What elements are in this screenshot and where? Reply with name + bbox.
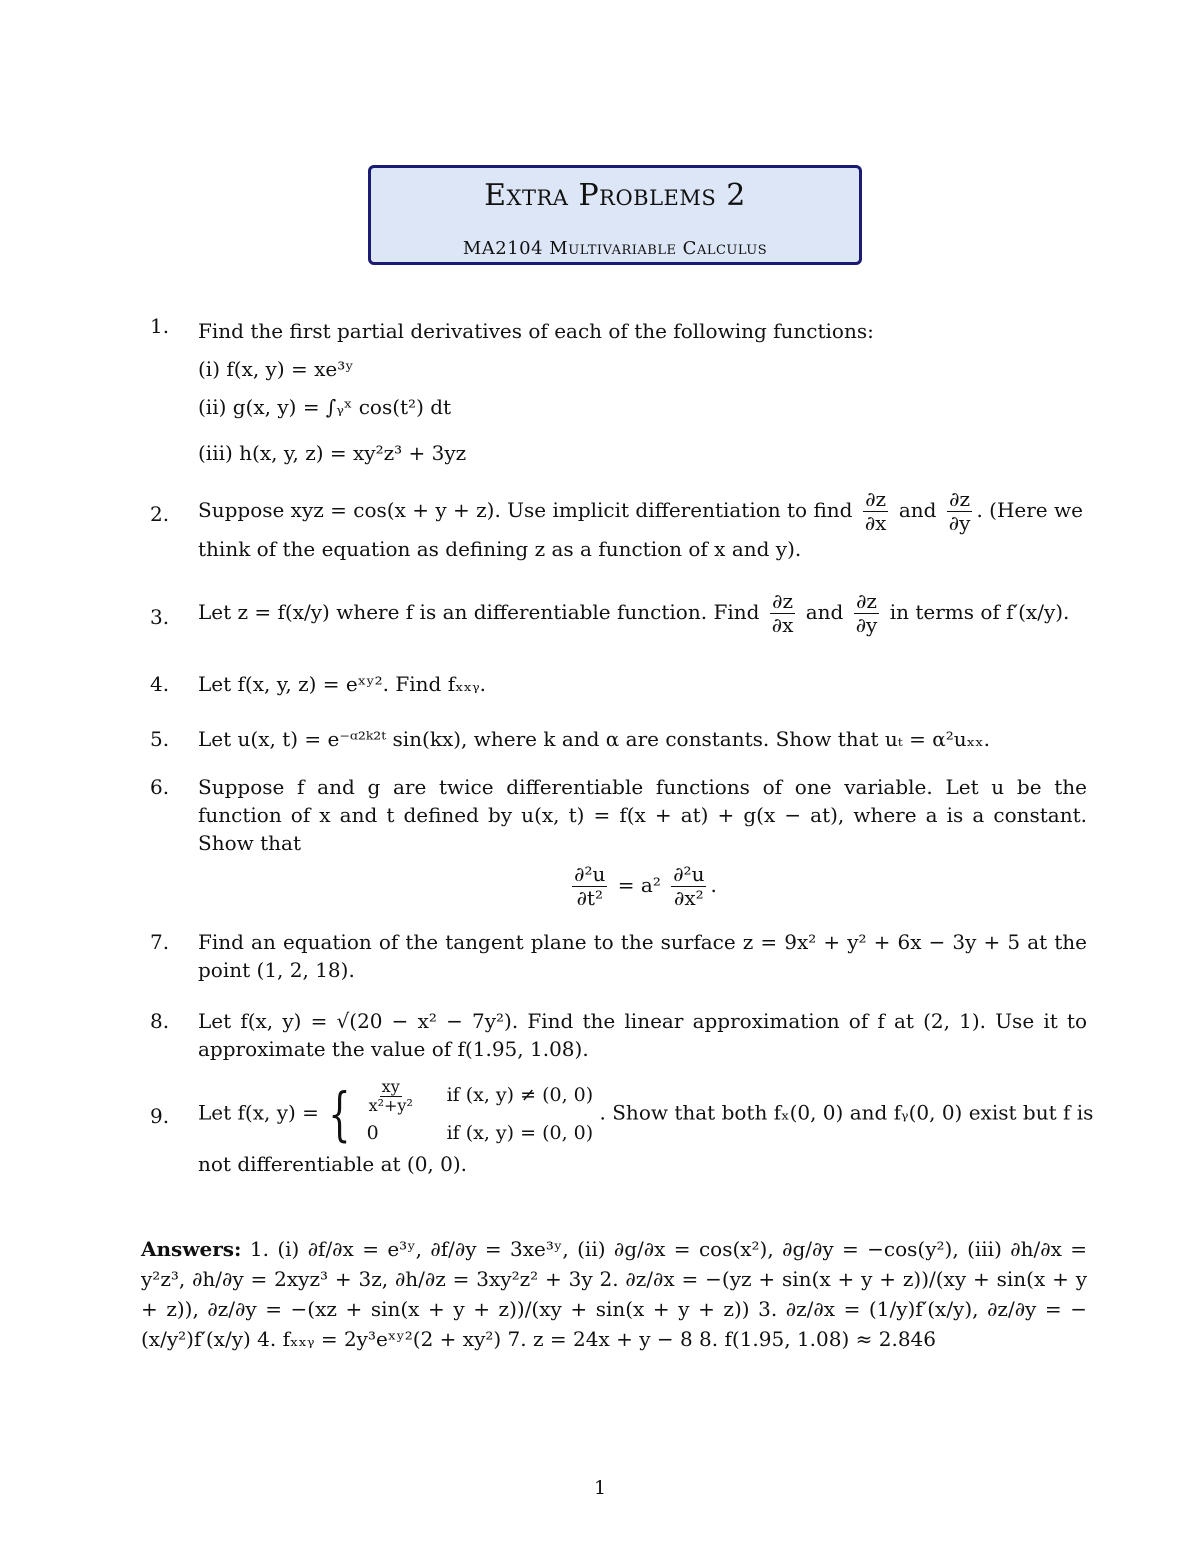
problem-7-text: Find an equation of the tangent plane to the surface z = 9x² + y² + 6x − 3y + 5 at the point (1, 2, 18). <box>198 930 1087 982</box>
wave-equation <box>198 863 1087 910</box>
fraction-numerator: ∂z <box>865 487 887 511</box>
fraction-denominator: ∂x² <box>674 886 704 910</box>
left-brace: { <box>328 1079 351 1148</box>
fraction-numerator: ∂z <box>856 589 877 613</box>
problem-1-part-ii: (ii) g(x, y) = ∫ᵧˣ cos(t²) dt <box>198 395 452 419</box>
problem-number: 1. <box>150 314 170 338</box>
fraction-numerator: ∂²u <box>574 862 606 886</box>
problem-number: 4. <box>150 672 170 696</box>
fraction-numerator: ∂²u <box>673 862 705 886</box>
problem-1 <box>150 312 1087 472</box>
problem-2 <box>150 488 1087 563</box>
problem-5-text: Let u(x, t) = e⁻ᵅ²ᵏ²ᵗ sin(kx), where k and α are constants. Show that uₜ = α²uₓₓ. <box>198 727 990 751</box>
problem-3-text-end: in terms of f′(x/y). <box>889 600 1070 624</box>
document-title: Extra Problems 2 <box>484 178 746 213</box>
lhs-fraction <box>572 863 607 910</box>
case-1-fraction <box>367 1078 415 1116</box>
problem-4 <box>150 670 1087 698</box>
problem-1-statement: Find the first partial derivatives of each of the following functions: <box>198 319 874 343</box>
partial-z-y-fraction <box>947 488 973 535</box>
partial-z-y-fraction <box>854 590 880 637</box>
answers-label: Answers: <box>141 1237 242 1261</box>
fraction-denominator: ∂y <box>855 613 878 637</box>
problem-4-text: Let f(x, y, z) = eˣʸ². Find fₓₓᵧ. <box>198 672 486 696</box>
problem-6 <box>150 773 1087 910</box>
problem-2-text-end: . (Here we <box>976 498 1083 522</box>
fraction-numerator: ∂z <box>949 487 971 511</box>
problem-3-text: Let z = f(x/y) where f is an differentiable function. Find <box>198 600 760 624</box>
fraction-denominator: ∂t² <box>576 886 603 910</box>
problem-6-text: Suppose f and g are twice differentiable functions of one variable. Let u be the function of x and t defined by u(x, t) = f(x + at) + g(x − at), where a is a constant. Show that <box>198 775 1087 855</box>
problem-number: 8. <box>150 1009 170 1033</box>
problem-9-text-mid: . Show that both fₓ(0, 0) and fᵧ(0, 0) exist but f is <box>599 1100 1094 1125</box>
problem-7 <box>150 928 1087 984</box>
problem-2-and: and <box>898 498 937 522</box>
case-1-condition: if (x, y) ≠ (0, 0) <box>446 1084 594 1106</box>
fraction-denominator: ∂y <box>948 511 971 535</box>
problem-8-text: Let f(x, y) = √(20 − x² − 7y²). Find the linear approximation of f at (2, 1). Use it to approximate the value of f(1.95, 1.08). <box>198 1009 1087 1061</box>
problem-3-and: and <box>805 600 844 624</box>
problem-1-part-iii: (iii) h(x, y, z) = xy²z³ + 3yz <box>198 441 467 465</box>
problem-number: 9. <box>150 1104 170 1128</box>
rhs-fraction <box>671 863 706 910</box>
problem-5 <box>150 725 1087 753</box>
fraction-denominator: x²+y² <box>368 1096 413 1116</box>
partial-z-x-fraction <box>863 488 889 535</box>
fraction-numerator: xy <box>381 1077 400 1096</box>
problem-3 <box>150 590 1087 637</box>
problem-number: 5. <box>150 727 170 751</box>
title-box <box>368 165 862 265</box>
problem-2-text: Suppose xyz = cos(x + y + z). Use implicit differentiation to find <box>198 498 853 522</box>
fraction-denominator: ∂x <box>864 511 887 535</box>
partial-z-x-fraction <box>770 590 796 637</box>
answers-section <box>141 1234 1087 1354</box>
fraction-numerator: ∂z <box>772 589 794 613</box>
problem-9 <box>150 1077 1094 1178</box>
piecewise-cases <box>367 1078 594 1150</box>
answers-text: 1. (i) ∂f/∂x = e³ʸ, ∂f/∂y = 3xe³ʸ, (ii) ∂g/∂x = cos(x²), ∂g/∂y = −cos(y²), (iii) ∂h/∂x = y²z³, ∂h/∂y = 2xyz³ + 3z, ∂h/∂z = 3xy²z² + 3y 2. ∂z/∂x = −(yz + sin(x + y + z))/(xy + sin(x + y + z)), ∂z/∂y = −(xz + sin(x + y + z))/(xy + sin(x + y + z)) 3. ∂z/∂x = (1/y)f′(x/y), ∂z/∂y = −(x/y²)f′(x/y) 4. fₓₓᵧ = 2y³eˣʸ²(2 + xy²) 7. z = 24x + y − 8 8. f(1.95, 1.08) ≈ 2.846 <box>141 1237 1087 1351</box>
fraction-denominator: ∂x <box>771 613 794 637</box>
problem-number: 2. <box>150 502 170 526</box>
problem-9-text-end: not differentiable at (0, 0). <box>198 1151 468 1176</box>
problem-number: 6. <box>150 775 170 799</box>
problem-2-text-line2: think of the equation as defining z as a function of x and y). <box>198 537 802 561</box>
page-number: 1 <box>593 1477 607 1499</box>
problem-9-text: Let f(x, y) = <box>198 1100 319 1125</box>
equation-period: . <box>710 873 717 897</box>
case-2-condition: if (x, y) = (0, 0) <box>446 1121 594 1144</box>
problem-number: 7. <box>150 930 170 954</box>
problem-1-part-i: (i) f(x, y) = xe³ʸ <box>198 357 354 381</box>
course-name: MA2104 Multivariable Calculus <box>462 238 768 259</box>
problem-number: 3. <box>150 605 170 629</box>
case-2-value: 0 <box>366 1121 379 1144</box>
problem-8 <box>150 1007 1087 1063</box>
equals-a-squared: = a² <box>617 873 661 897</box>
